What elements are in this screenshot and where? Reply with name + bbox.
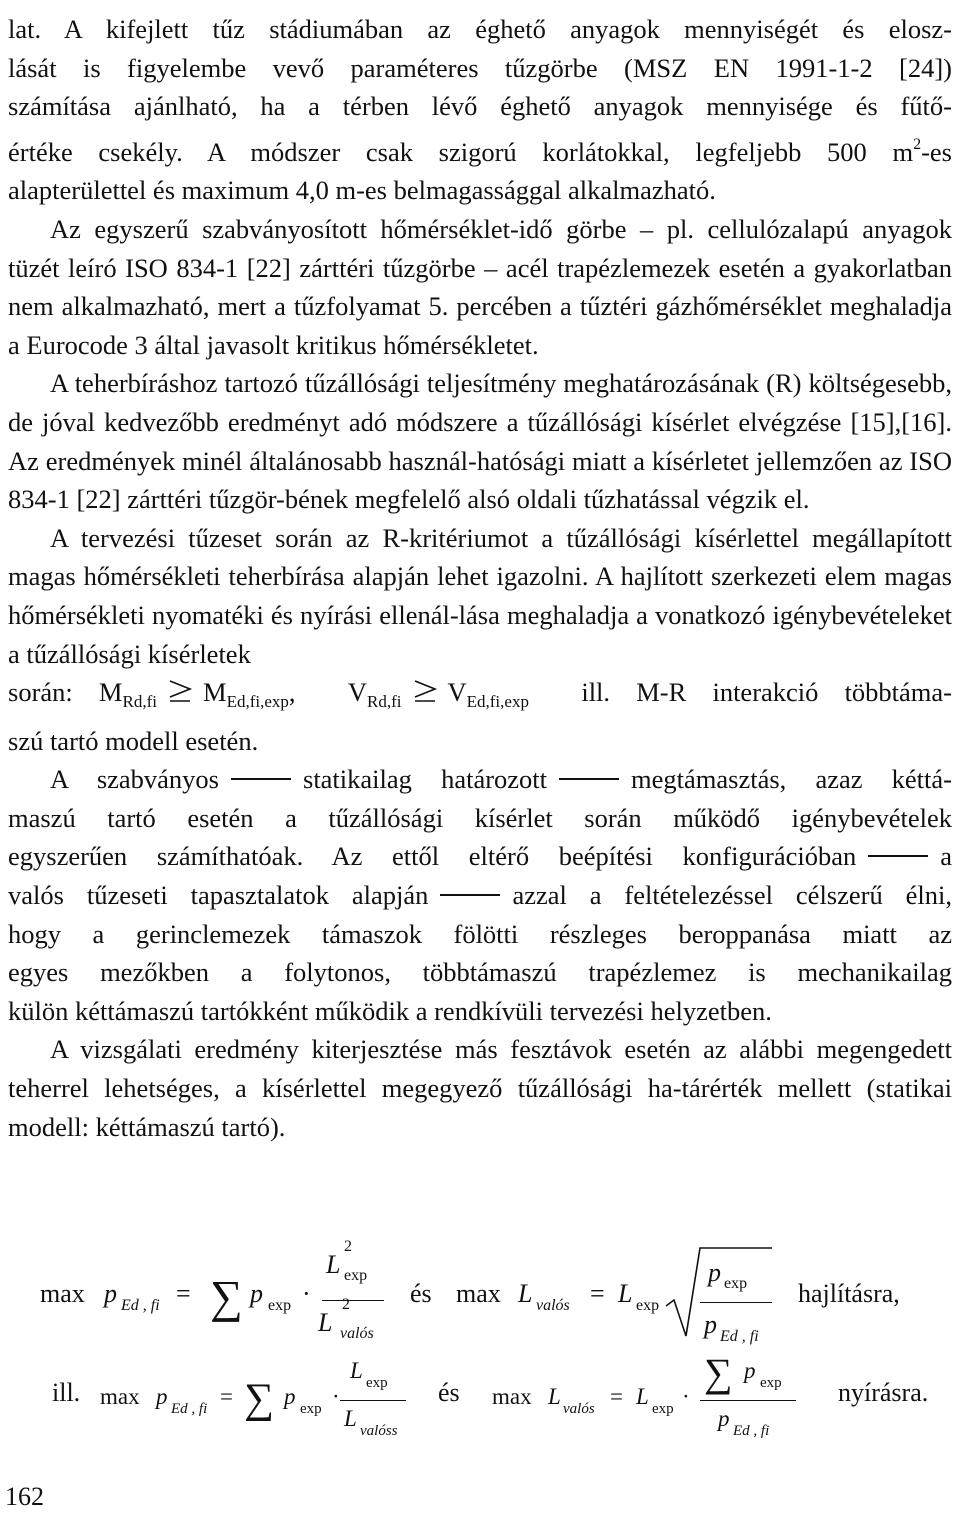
max-label: max: [100, 1384, 140, 1409]
subscript: exp: [268, 1297, 292, 1314]
text-line: [8, 876, 952, 915]
sum-icon: ∑: [704, 1350, 733, 1395]
max-label: max: [492, 1384, 532, 1409]
paragraph-4: [8, 519, 952, 761]
paragraph-2: Az egyszerű szabványosított hőmérséklet-idő görbe – pl. cellulózalapú anyagok tüzét leíró ISO 834-1 [22] zárttéri tűzgörbe – acél trapézlemezek esetén a gyakorlatban nem alkalmazható, mert a tűzfolyamat 5. percében a tűztéri gázhőmérséklet meghaladja a Eurocode 3 által javasolt kritikus hőmérsékletet.: [8, 213, 952, 360]
equals-sign: =: [610, 1384, 623, 1409]
text-line: maszú tartó esetén a tűzállósági kísérlet során működő igénybevételek: [8, 802, 952, 833]
subscript: Ed , fi: [733, 1423, 770, 1439]
subscript: exp: [300, 1401, 322, 1417]
sum-icon: ∑: [244, 1376, 274, 1422]
subscript: Ed , fi: [121, 1297, 160, 1314]
em-dash-rule: [440, 894, 500, 896]
text-line: alapterülettel és maximum 4,0 m-es belmagassággal alkalmazható.: [8, 175, 716, 206]
em-dash-rule: [559, 778, 619, 780]
p-symbol: p: [250, 1279, 263, 1308]
text-fragment: megtámasztás, azaz kéttá-: [631, 764, 952, 795]
p-symbol: p: [104, 1279, 117, 1308]
L-symbol: L: [618, 1279, 633, 1308]
L-symbol: L: [350, 1358, 363, 1383]
subscript: Ed,fi,exp: [466, 692, 529, 712]
text-line: hogy a gerinclemezek támaszok fölötti részleges beroppanása miatt az: [8, 918, 952, 949]
text-fragment: azzal a feltételezéssel célszerű élni,: [512, 880, 952, 911]
text-fragment: a: [940, 841, 952, 872]
subscript: valós: [340, 1325, 374, 1342]
document-page: [8, 10, 952, 1146]
text-line: [8, 837, 952, 876]
subscript: Ed , fi: [171, 1401, 208, 1417]
paragraph-6: A vizsgálati eredmény kiterjesztése más fesztávok esetén az alábbi megengedett teherrel lehetséges, a kísérlettel megegyező tűzállósági ha-tárérték mellett (statikai modell: kéttámaszú tartó).: [8, 1034, 952, 1142]
p-symbol: p: [744, 1358, 756, 1383]
em-dash-rule: [231, 778, 291, 780]
fraction-bar: [340, 1400, 406, 1401]
max-label: max: [40, 1279, 85, 1308]
superscript: 2: [342, 1296, 350, 1313]
p-symbol: p: [708, 1258, 721, 1287]
L-symbol: L: [518, 1279, 533, 1308]
subscript: Ed,fi,exp: [226, 692, 289, 712]
subscript: exp: [344, 1267, 368, 1284]
text-line: [8, 760, 952, 799]
fraction-bar: [322, 1300, 384, 1301]
paragraph-1: [8, 10, 952, 210]
L-symbol: L: [636, 1384, 649, 1409]
text-fragment: egyszerűen számíthatóak. Az ettől eltérő beépítési konfigurációban: [8, 841, 857, 872]
text-fragment: V: [347, 677, 368, 708]
text-fragment: ill. M-R interakció többtáma-: [581, 677, 953, 708]
text-line: számítása ajánlható, ha a térben lévő éghető anyagok mennyisége és fűtő-: [8, 91, 952, 122]
subscript: Ed , fi: [720, 1328, 759, 1345]
inequality-line: [8, 673, 952, 722]
text-fragment: statikailag határozott: [303, 764, 548, 795]
subscript: exp: [724, 1275, 748, 1292]
p-symbol: p: [156, 1384, 168, 1409]
superscript: 2: [913, 135, 922, 153]
fraction-bar: [700, 1302, 772, 1303]
subscript: valós: [536, 1297, 570, 1314]
equals-sign: =: [176, 1279, 191, 1308]
superscript: 2: [344, 1238, 352, 1255]
p-symbol: p: [704, 1310, 717, 1339]
subscript: exp: [636, 1297, 660, 1314]
p-symbol: p: [718, 1406, 730, 1431]
em-dash-rule: [868, 855, 928, 857]
formula-suffix: hajlításra,: [798, 1279, 900, 1308]
dot-operator: ·: [332, 1384, 340, 1409]
text-fragment: V: [447, 677, 467, 708]
text-fragment: értéke csekély. A módszer csak szigorú korlátokkal, legfeljebb 500 m: [8, 136, 914, 167]
ill-label: ill.: [52, 1378, 81, 1407]
text-line: [8, 126, 952, 172]
subscript: exp: [760, 1375, 782, 1391]
L-symbol: L: [326, 1250, 341, 1279]
subscript: exp: [366, 1375, 388, 1391]
text-line: egyes mezőkben a folytonos, többtámaszú trapézlemez is mechanikailag: [8, 957, 952, 988]
text-line: külön kéttámaszú tartókként működik a rendkívüli tervezési helyzetben.: [8, 995, 772, 1026]
text-fragment: -es: [921, 136, 952, 167]
es-word: és: [438, 1378, 460, 1407]
subscript: Rd,fi: [122, 692, 157, 712]
text-fragment: során: M: [8, 677, 123, 708]
text-fragment: A szabványos: [50, 764, 219, 795]
es-word: és: [410, 1279, 432, 1308]
subscript: valós: [563, 1401, 595, 1417]
L-symbol: L: [344, 1406, 357, 1431]
equals-sign: =: [220, 1384, 233, 1409]
text-fragment: M: [202, 677, 227, 708]
p-symbol: p: [284, 1384, 296, 1409]
subscript: Rd,fi: [367, 692, 402, 712]
L-symbol: L: [318, 1308, 333, 1337]
max-label: max: [456, 1279, 501, 1308]
dot-operator: ·: [682, 1384, 690, 1409]
text-fragment: valós tűzeseti tapasztalatok alapján: [8, 880, 429, 911]
paragraph-3: A teherbíráshoz tartozó tűzállósági teljesítmény meghatározásának (R) költségesebb, de jóval kedvezőbb eredményt adó módszere a tűzállósági kísérlet elvégzése [15],[16]. Az eredmények minél általánosabb használ-hatósági miatt a kísérletet jellemzően az ISO 834-1 [22] zárttéri tűzgör-bének megfelelő alsó oldali tűzhatással végzik el.: [8, 368, 952, 515]
paragraph-4-body: A tervezési tűzeset során az R-kritériumot a tűzállósági kísérlettel megállapított magas hőmérsékleti teherbírása alapján lehet igazolni. A hajlított szerkezeti elem magas hőmérsékleti nyomatéki és nyírási ellenál-lása meghaladja a vonatkozó igénybevételeket a tűzállósági kísérletek: [8, 522, 952, 669]
page-number: 162: [5, 1482, 44, 1511]
fraction-bar: [700, 1400, 796, 1401]
text-line: lását is figyelembe vevő paraméteres tűzgörbe (MSZ EN 1991-1-2 [24]): [8, 52, 952, 83]
text-fragment: ,: [288, 677, 296, 708]
subscript: exp: [652, 1401, 674, 1417]
text-line: lat. A kifejlett tűz stádiumában az éghető anyagok mennyiségét és elosz-: [8, 14, 952, 44]
paragraph-5: [8, 760, 952, 1030]
sum-icon: ∑: [210, 1271, 243, 1322]
greater-equal-icon: [167, 679, 193, 703]
L-symbol: L: [548, 1384, 561, 1409]
dot-operator: ·: [302, 1279, 311, 1308]
equals-sign: =: [590, 1279, 605, 1308]
subscript: valóss: [360, 1423, 398, 1439]
formula-suffix: nyírásra.: [838, 1378, 929, 1407]
greater-equal-icon: [412, 679, 438, 703]
text-line: szú tartó modell esetén.: [8, 725, 259, 756]
